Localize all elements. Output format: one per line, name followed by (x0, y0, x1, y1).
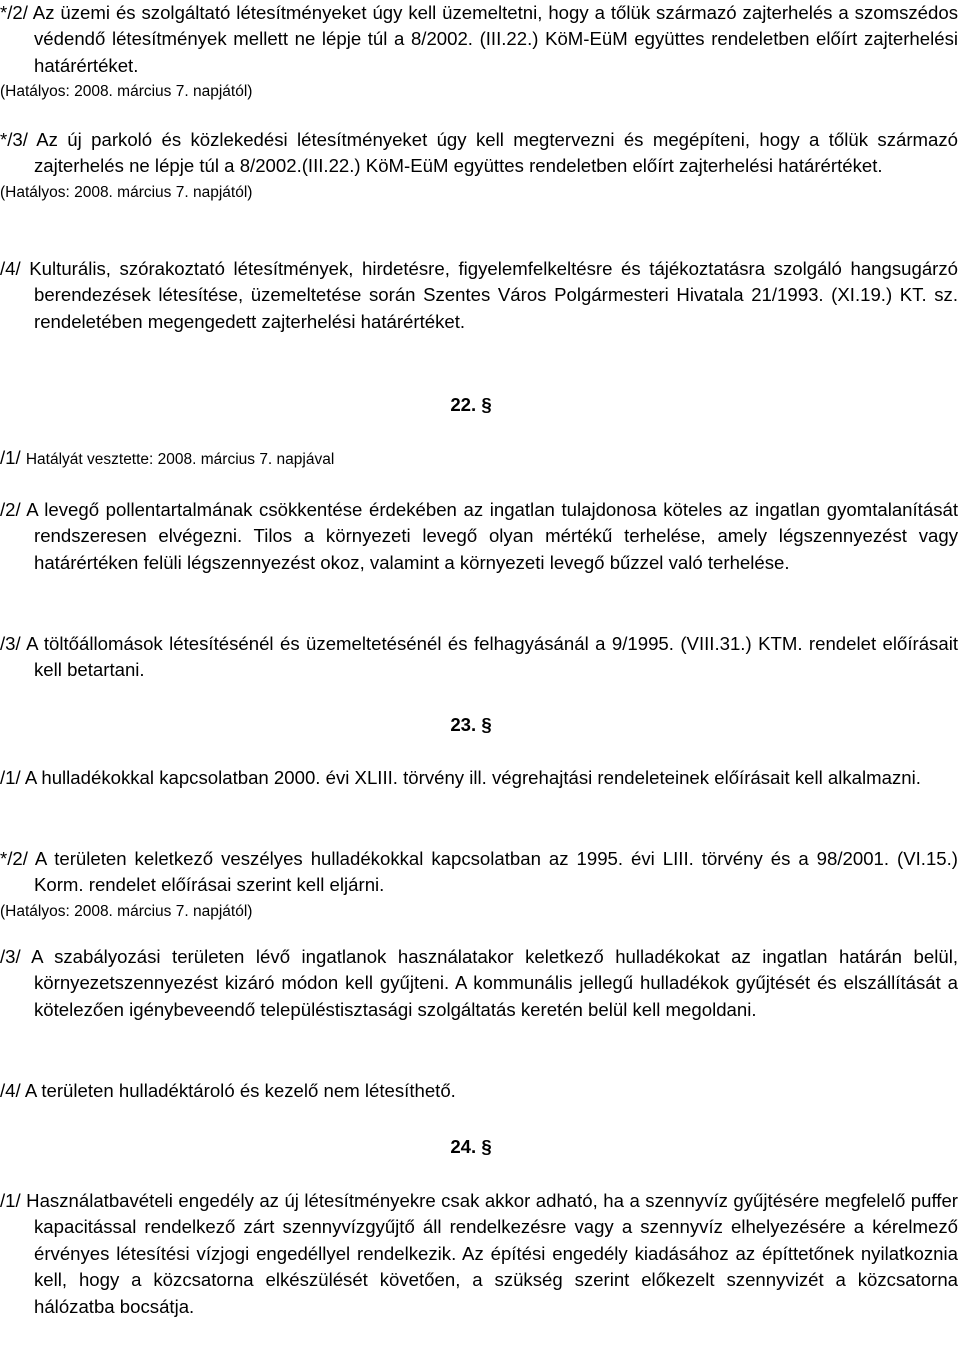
section23-paragraph-2 (0, 846, 958, 925)
section-heading-22: 22. § (450, 394, 492, 415)
paragraph-number: /1/ (0, 447, 26, 468)
repealed-note: Hatályát vesztette: 2008. március 7. napjával (25, 451, 335, 468)
paragraph-text: */2/ Az üzemi és szolgáltató létesítményeket úgy kell üzemeltetni, hogy a tőlük származó zajterhelés a szomszédos védendő létesítmények mellett ne lépje túl a 8/2002. (III.22.) KöM-EüM együttes rendeletben előírt zajterhelési határértéket. (0, 2, 958, 76)
paragraph-zaj-kulturalis (0, 256, 958, 335)
section-heading-24: 24. § (450, 1136, 492, 1157)
paragraph-zaj-uzemi (0, 0, 958, 106)
section22-paragraph-1 (0, 445, 958, 473)
section22-paragraph-3: /3/ A töltőállomások létesítésénél és üzemeltetésénél és felhagyásánál a 9/1995. (VIII.31.) KTM. rendelet előírásait kell betartani. (0, 633, 958, 681)
effective-date-note: (Hatályos: 2008. március 7. napjától) (0, 902, 253, 920)
section23-paragraph-3: /3/ A szabályozási területen lévő ingatlanok használatakor keletkező hulladékokat az ingatlan határán belül, környezetszennyezést kizáró módon kell gyűjteni. A kommunális jellegű hulladékok gyűjtését és elszállítását a kötelezően igénybeveendő településtisztasági szolgáltatás keretén belül kell megoldani. (0, 946, 958, 1020)
section24-paragraph-1: /1/ Használatbavételi engedély az új létesítményekre csak akkor adható, ha a szennyvíz gyűjtésére megfelelő puffer kapacitással rendelkező zárt szennyvízgyűjtő áll rendelkezésre vagy a szennyvíz elhelyezésére a kérelmező érvényes létesítési vízjogi engedéllyel rendelkezik. Az építési engedély kiadásához az építtetőnek nyilatkoznia kell, hogy a közcsatorna elkészülését követően, a szükség szerint előkezelt szennyvizét a közcsatorna hálózatba bocsátja. (0, 1190, 958, 1317)
section-heading-23: 23. § (450, 714, 492, 735)
paragraph-zaj-parkolo (0, 127, 958, 206)
section22-paragraph-2: /2/ A levegő pollentartalmának csökkentése érdekében az ingatlan tulajdonosa köteles az ingatlan gyomtalanítását rendszeresen elvégezni. Tilos a környezeti levegő olyan mértékű terhelése, amely légszennyezést vagy határértéken felüli légszennyezést okoz, valamint a környezeti levegő bűzzel való terhelése. (0, 499, 958, 573)
paragraph-text: */3/ Az új parkoló és közlekedési létesítményeket úgy kell megtervezni és megépíteni, hogy a tőlük származó zajterhelés ne lépje túl a 8/2002.(III.22.) KöM-EüM együttes rendeletben előírt zajterhelési határértéket. (0, 129, 958, 177)
effective-date-note: (Hatályos: 2008. március 7. napjától) (0, 183, 253, 201)
effective-date-note: (Hatályos: 2008. március 7. napjától) (0, 83, 253, 101)
paragraph-text: /4/ Kulturális, szórakoztató létesítmények, hirdetésre, figyelemfelkeltésre és tájékoztatásra szolgáló hangsugárzó berendezések létesítése, üzemeltetése során Szentes Város Polgármesteri Hivatala 21/1993. (XI.19.) KT. sz. rendeletében megengedett zajterhelési határértéket. (0, 258, 958, 332)
section23-paragraph-1: /1/ A hulladékokkal kapcsolatban 2000. évi XLIII. törvény ill. végrehajtási rendeleteinek előírásait kell alkalmazni. (0, 767, 921, 788)
paragraph-text: */2/ A területen keletkező veszélyes hulladékokkal kapcsolatban az 1995. évi LIII. törvény és a 98/2001. (VI.15.) Korm. rendelet előírásai szerint kell eljárni. (0, 848, 958, 896)
section23-paragraph-4: /4/ A területen hulladéktároló és kezelő nem létesíthető. (0, 1080, 456, 1101)
